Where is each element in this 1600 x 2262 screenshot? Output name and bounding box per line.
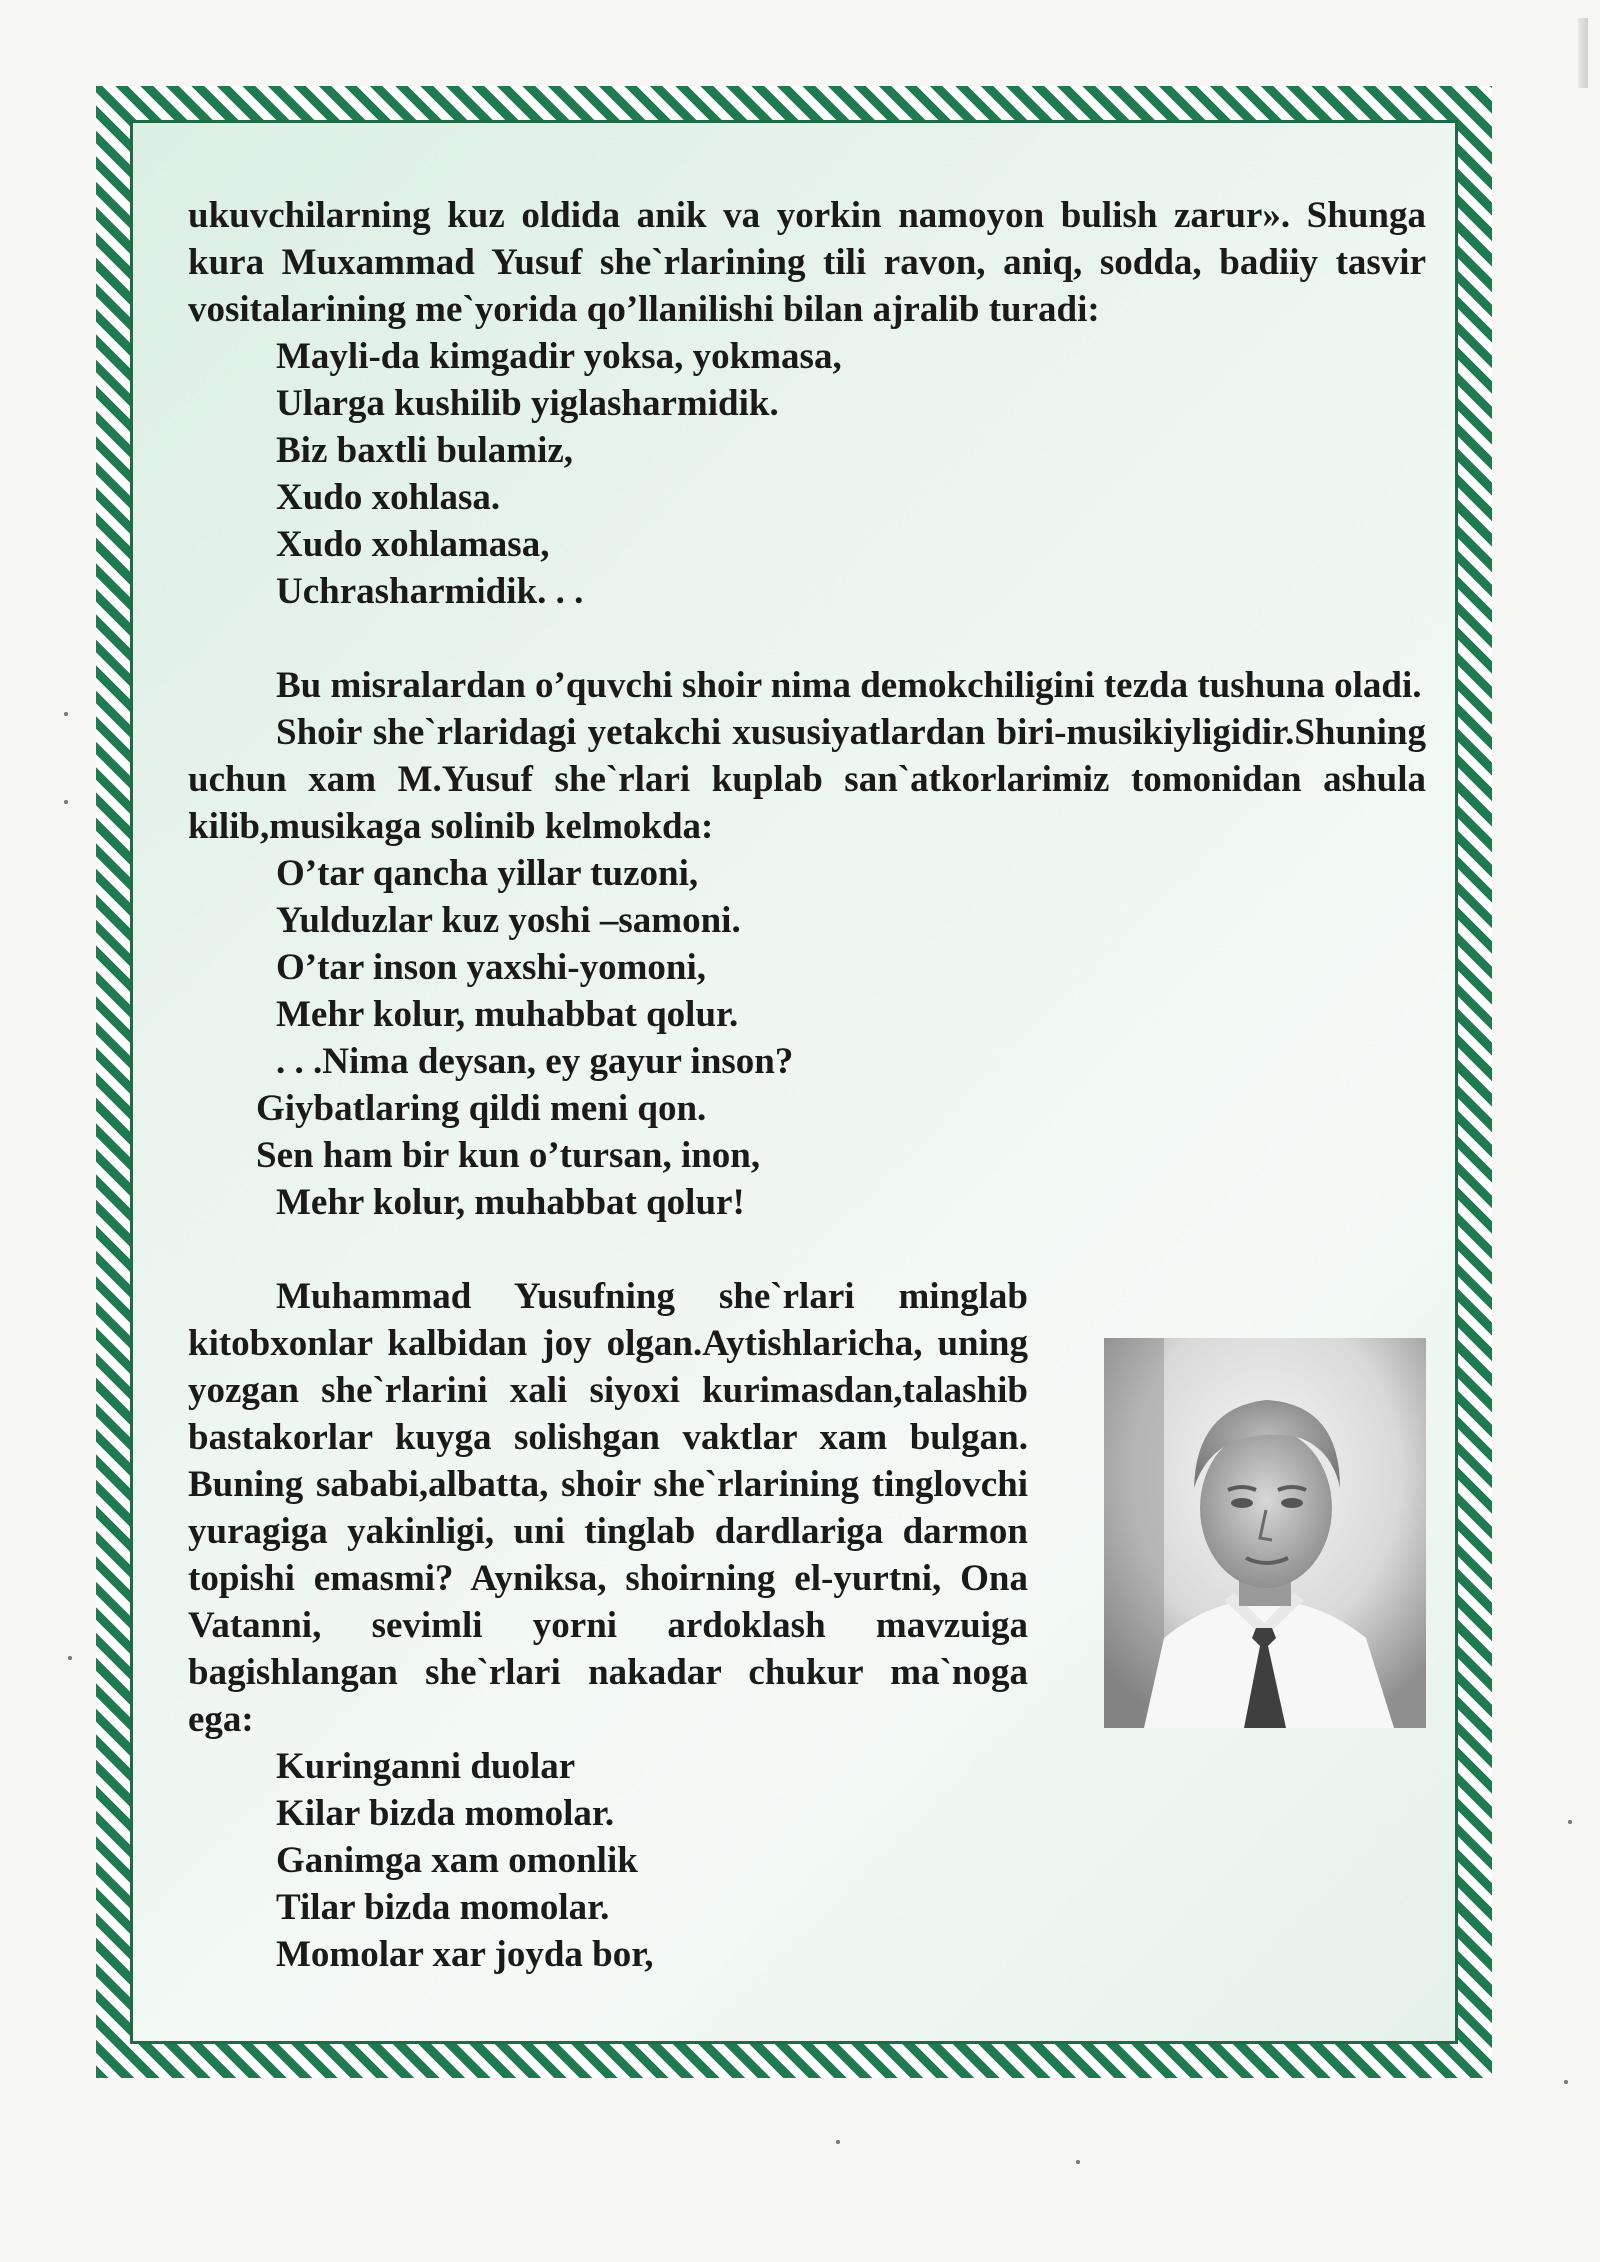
poem-line: Xudo xohlasa. bbox=[276, 477, 501, 518]
poem-line: Mayli-da kimgadir yoksa, yokmasa, bbox=[276, 336, 842, 377]
poem-1 bbox=[188, 333, 1426, 615]
poem-line: Mehr kolur, muhabbat qolur. bbox=[276, 994, 739, 1035]
poem-line: Kilar bizda momolar. bbox=[276, 1793, 615, 1834]
poem-line: Biz baxtli bulamiz, bbox=[276, 430, 574, 471]
paragraph-3: Shoir she`rlaridagi yetakchi xususiyatlardan biri-musikiyligidir.Shuning uchun xam M.Yusuf she`rlari kuplab san`atkorlarimiz tomonidan ashula kilib,musikaga solinib kelmokda: bbox=[188, 712, 1426, 847]
poem-line: . . .Nima deysan, ey gayur inson? bbox=[276, 1041, 794, 1082]
scan-edge bbox=[1578, 18, 1588, 88]
portrait-illustration bbox=[1104, 1338, 1426, 1728]
poem-line: Uchrasharmidik. . . bbox=[276, 571, 584, 612]
poem-line: Ularga kushilib yiglasharmidik. bbox=[276, 383, 779, 424]
poem-2 bbox=[188, 850, 1426, 1226]
poem-line: Giybatlaring qildi meni qon. bbox=[256, 1088, 707, 1129]
poem-line: Yulduzlar kuz yoshi –samoni. bbox=[276, 900, 741, 941]
author-portrait-photo bbox=[1104, 1338, 1426, 1728]
poem-line: Mehr kolur, muhabbat qolur! bbox=[276, 1182, 745, 1223]
poem-3 bbox=[188, 1743, 1426, 1978]
paragraph-4: Muhammad Yusufning she`rlari minglab kitobxonlar kalbidan joy olgan.Aytishlaricha, uning yozgan she`rlarini xali siyoxi kurimasdan,talashib bastakorlar kuyga solishgan vaktlar xam bulgan. Buning sababi,albatta, shoir she`rlarining tinglovchi yuragiga yakinligi, uni tinglab dardlariga darmon topishi emasmi? Ayniksa, shoirning el-yurtni, Ona Vatanni, sevimli yorni ardoklash mavzuiga bagishlangan she`rlari nakadar chukur ma`noga ega: bbox=[188, 1276, 1028, 1740]
poem-line: Tilar bizda momolar. bbox=[276, 1887, 610, 1928]
paragraph-2: Bu misralardan o’quvchi shoir nima demokchiligini tezda tushuna oladi. bbox=[276, 665, 1422, 706]
poem-line: Xudo xohlamasa, bbox=[276, 524, 550, 565]
poem-line: O’tar qancha yillar tuzoni, bbox=[276, 853, 699, 894]
intro-paragraph: ukuvchilarning kuz oldida anik va yorkin namoyon bulish zarur». Shunga kura Muxammad Yusuf she`rlarining tili ravon, aniq, sodda, badiiy tasvir vositalarining me`yorida qo’llanilishi bilan ajralib turadi: bbox=[188, 195, 1426, 330]
poem-line: O’tar inson yaxshi-yomoni, bbox=[276, 947, 707, 988]
poem-line: Momolar xar joyda bor, bbox=[276, 1934, 654, 1975]
poem-line: Sen ham bir kun o’tursan, inon, bbox=[256, 1135, 761, 1176]
poem-line: Ganimga xam omonlik bbox=[276, 1840, 638, 1881]
decorative-frame bbox=[96, 86, 1492, 2078]
poem-line: Kuringanni duolar bbox=[276, 1746, 576, 1787]
